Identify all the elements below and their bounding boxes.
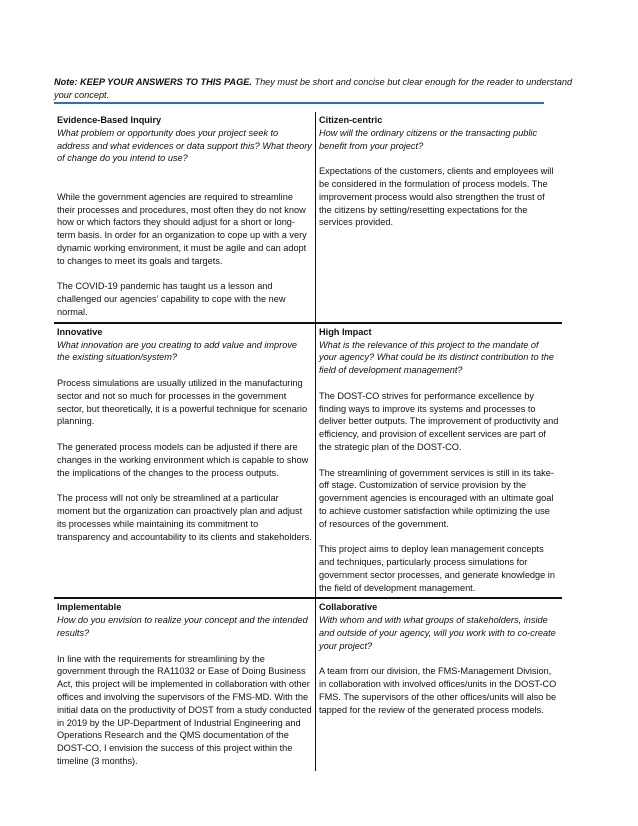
- table-row: [54, 322, 562, 598]
- blue-divider: [54, 102, 544, 104]
- impact-answer: The streamlining of government services is still in its take-off stage. Customization of service provision by the government agencies is encouraged with an ultimate goal to achieve customer satisfaction while optimizing the use of resources of the government.: [319, 467, 554, 529]
- implementable-cell: [54, 599, 316, 770]
- note-text: They must be short and concise but clear enough for the reader to understand your concept.: [54, 77, 573, 100]
- collaborative-heading: Collaborative: [319, 602, 378, 613]
- note-emphasis: Note: KEEP YOUR ANSWERS TO THIS PAGE.: [54, 77, 252, 87]
- innovative-question: What innovation are you creating to add value and improve the existing situation/system?: [57, 339, 298, 363]
- implementable-heading: Implementable: [57, 602, 122, 613]
- impact-cell: [316, 324, 562, 598]
- impact-answer: This project aims to deploy lean management concepts and techniques, particularly process simulations for government sector processes, and generate knowledge in the field of development management.: [319, 544, 555, 593]
- innovative-answer: The generated process models can be adjusted if there are changes in the working environment which is capable to show the implications of the changes to the process outputs.: [57, 441, 309, 478]
- innovative-answer: Process simulations are usually utilized in the manufacturing sector and not so much for processes in the government sector, but theoretically, it is a powerful technique for scenario planning.: [57, 377, 308, 427]
- evidence-answer: The COVID-19 pandemic has taught us a lesson and challenged our agencies’ capability to cope with the new normal.: [57, 281, 286, 317]
- evidence-question: What problem or opportunity does your project seek to address and what evidences or data support this? What theory of change do you intend to use?: [57, 127, 312, 164]
- citizen-question: How will the ordinary citizens or the transacting public benefit from your project?: [319, 127, 538, 151]
- evidence-heading: Evidence-Based Inquiry: [57, 115, 162, 125]
- innovative-answer: The process will not only be streamlined at a particular moment but the organization can proactively plan and adjust its processes while maintaining its commitment to transparency and accountability to its clients and stakeholders.: [57, 493, 312, 542]
- criteria-table: [54, 112, 562, 771]
- innovative-heading: Innovative: [57, 326, 103, 337]
- impact-answer: The DOST-CO strives for performance excellence by finding ways to improve its systems and processes to deliver better outputs. The improvement of productivity and efficiency, and provision of excellent services are part of the strategic plan of the DOST-CO.: [319, 390, 559, 452]
- collaborative-question: With whom and with what groups of stakeholders, inside and outside of your agency, will you work with to co-create your project?: [319, 615, 556, 651]
- citizen-answer: Expectations of the customers, clients and employees will be considered in the formulation of process models. The improvement process would also strengthen the trust of the citizens by setting/resetting expectations for the services provided.: [319, 166, 554, 228]
- citizen-heading: Citizen-centric: [319, 115, 383, 125]
- collaborative-cell: [316, 599, 562, 770]
- table-row: [54, 112, 562, 322]
- instruction-note: [54, 76, 574, 102]
- impact-heading: High Impact: [319, 326, 372, 337]
- collaborative-answer: A team from our division, the FMS-Management Division, in collaboration with involved offices/units in the DOST-CO FMS. The supervisors of the other offices/units will also be tapped for the review of the generated process models.: [319, 666, 557, 715]
- implementable-answer: In line with the requirements for streamlining by the government through the RA11032 or Ease of Doing Business Act, this project will be implemented in collaboration with other offices and involving the supervisors of the FMS-MD. With the initial data on the productivity of DOST from a study conducted in 2019 by the UP-Department of Industrial Engineering and Operations Research and the QMS documentation of the DOST-CO, I envision the success of this project within the timeline (3 months).: [57, 653, 312, 767]
- evidence-answer: While the government agencies are required to streamline their processes and procedures, most often they do not know how or which factors they should adjust for a short or long-term basis. In order for an organization to cope up with a very dynamic working environment, it must be agile and can adopt to changes to meet its goals and targets.: [57, 191, 307, 266]
- table-row: [54, 597, 562, 770]
- innovative-cell: [54, 324, 316, 598]
- citizen-cell: [316, 112, 562, 322]
- impact-question: What is the relevance of this project to the mandate of your agency? What could be its distinct contribution to the field of development management?: [319, 339, 554, 376]
- evidence-cell: [54, 112, 316, 322]
- implementable-question: How do you envision to realize your concept and the intended results?: [57, 615, 308, 639]
